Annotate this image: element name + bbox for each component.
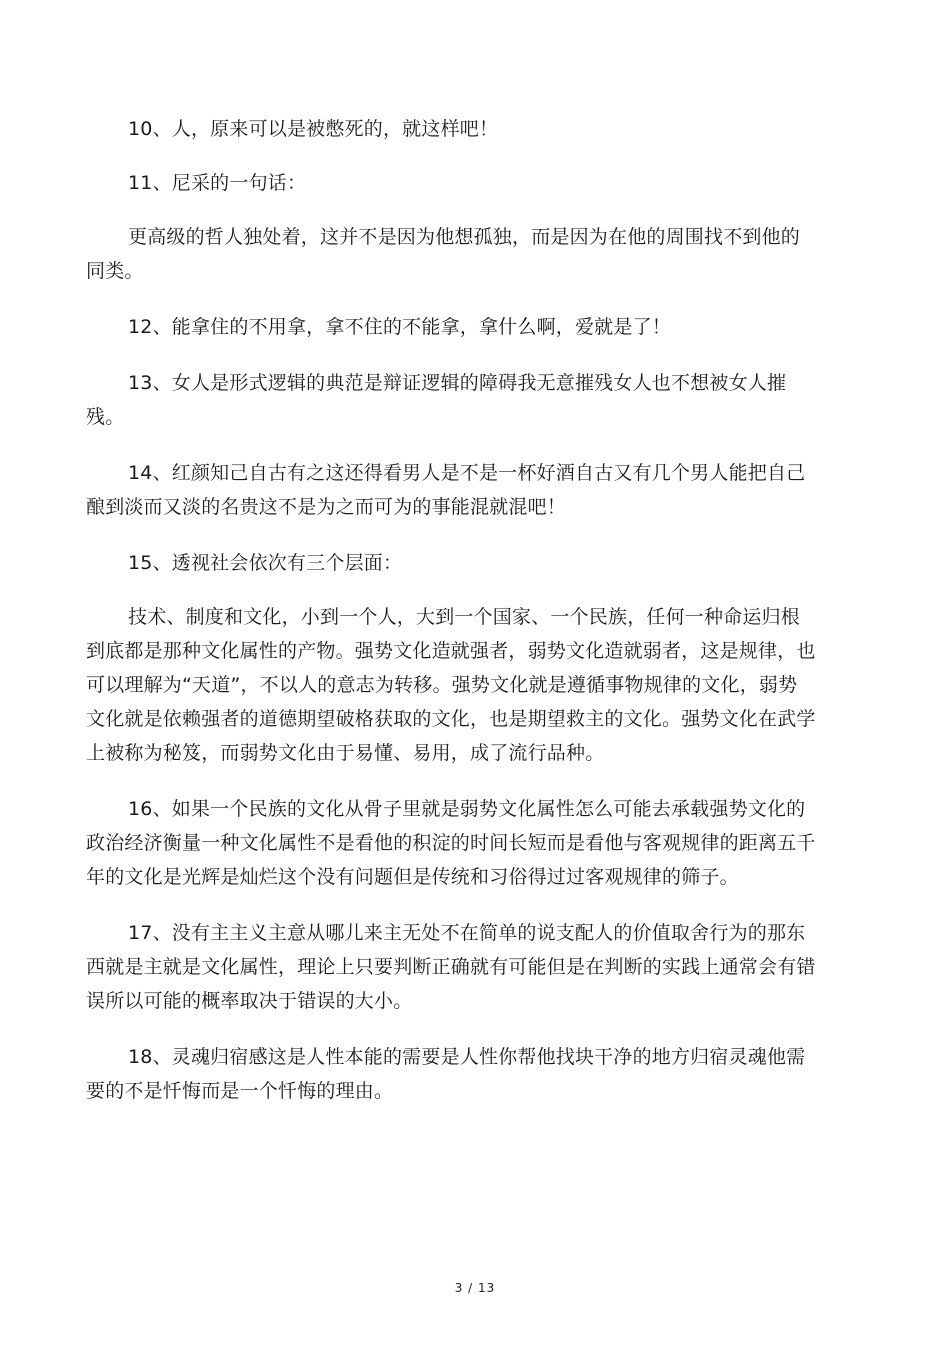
paragraph-12: 12、能拿住的不用拿，拿不住的不能拿，拿什么啊，爱就是了！: [128, 316, 671, 338]
paragraph-18: 18、灵魂归宿感这是人性本能的需要是人性你帮他找块干净的地方归宿灵魂他需要的不是忏悔而是一个忏悔的理由。: [86, 1046, 806, 1102]
paragraph-11-quote: 更高级的哲人独处着，这并不是因为他想孤独，而是因为在他的周围找不到他的同类。: [86, 226, 801, 282]
paragraph-17: 17、没有主主义主意从哪儿来主无处不在简单的说支配人的价值取舍行为的那东西就是主就是文化属性，理论上只要判断正确就有可能但是在判断的实践上通常会有错误所以可能的概率取决于错误的大小。: [86, 922, 816, 1012]
paragraph-14: 14、红颜知己自古有之这还得看男人是不是一杯好酒自古又有几个男人能把自己酿到淡而又淡的名贵这不是为之而可为的事能混就混吧！: [86, 462, 806, 518]
paragraph-11: 11、尼采的一句话：: [128, 172, 307, 194]
paragraph-15-body: 技术、制度和文化，小到一个人，大到一个国家、一个民族，任何一种命运归根到底都是那种文化属性的产物。强势文化造就强者，弱势文化造就弱者，这是规律，也可以理解为“天道”，不以人的意志为转移。强势文化就是遵循事物规律的文化，弱势文化就是依赖强者的道德期望破格获取的文化，也是期望救主的文化。强势文化在武学上被称为秘笈，而弱势文化由于易懂、易用，成了流行品种。: [86, 606, 816, 764]
paragraph-10: 10、人，原来可以是被憋死的，就这样吧！: [128, 118, 499, 140]
paragraph-13: 13、女人是形式逻辑的典范是辩证逻辑的障碍我无意摧残女人也不想被女人摧残。: [86, 372, 787, 428]
paragraph-16: 16、如果一个民族的文化从骨子里就是弱势文化属性怎么可能去承载强势文化的政治经济衡量一种文化属性不是看他的积淀的时间长短而是看他与客观规律的距离五千年的文化是光辉是灿烂这个没有问题但是传统和习俗得过过客观规律的筛子。: [86, 798, 816, 888]
paragraph-15: 15、透视社会依次有三个层面：: [128, 552, 403, 574]
page-number: 3 / 13: [454, 1281, 496, 1295]
document-body: [86, 112, 816, 1108]
